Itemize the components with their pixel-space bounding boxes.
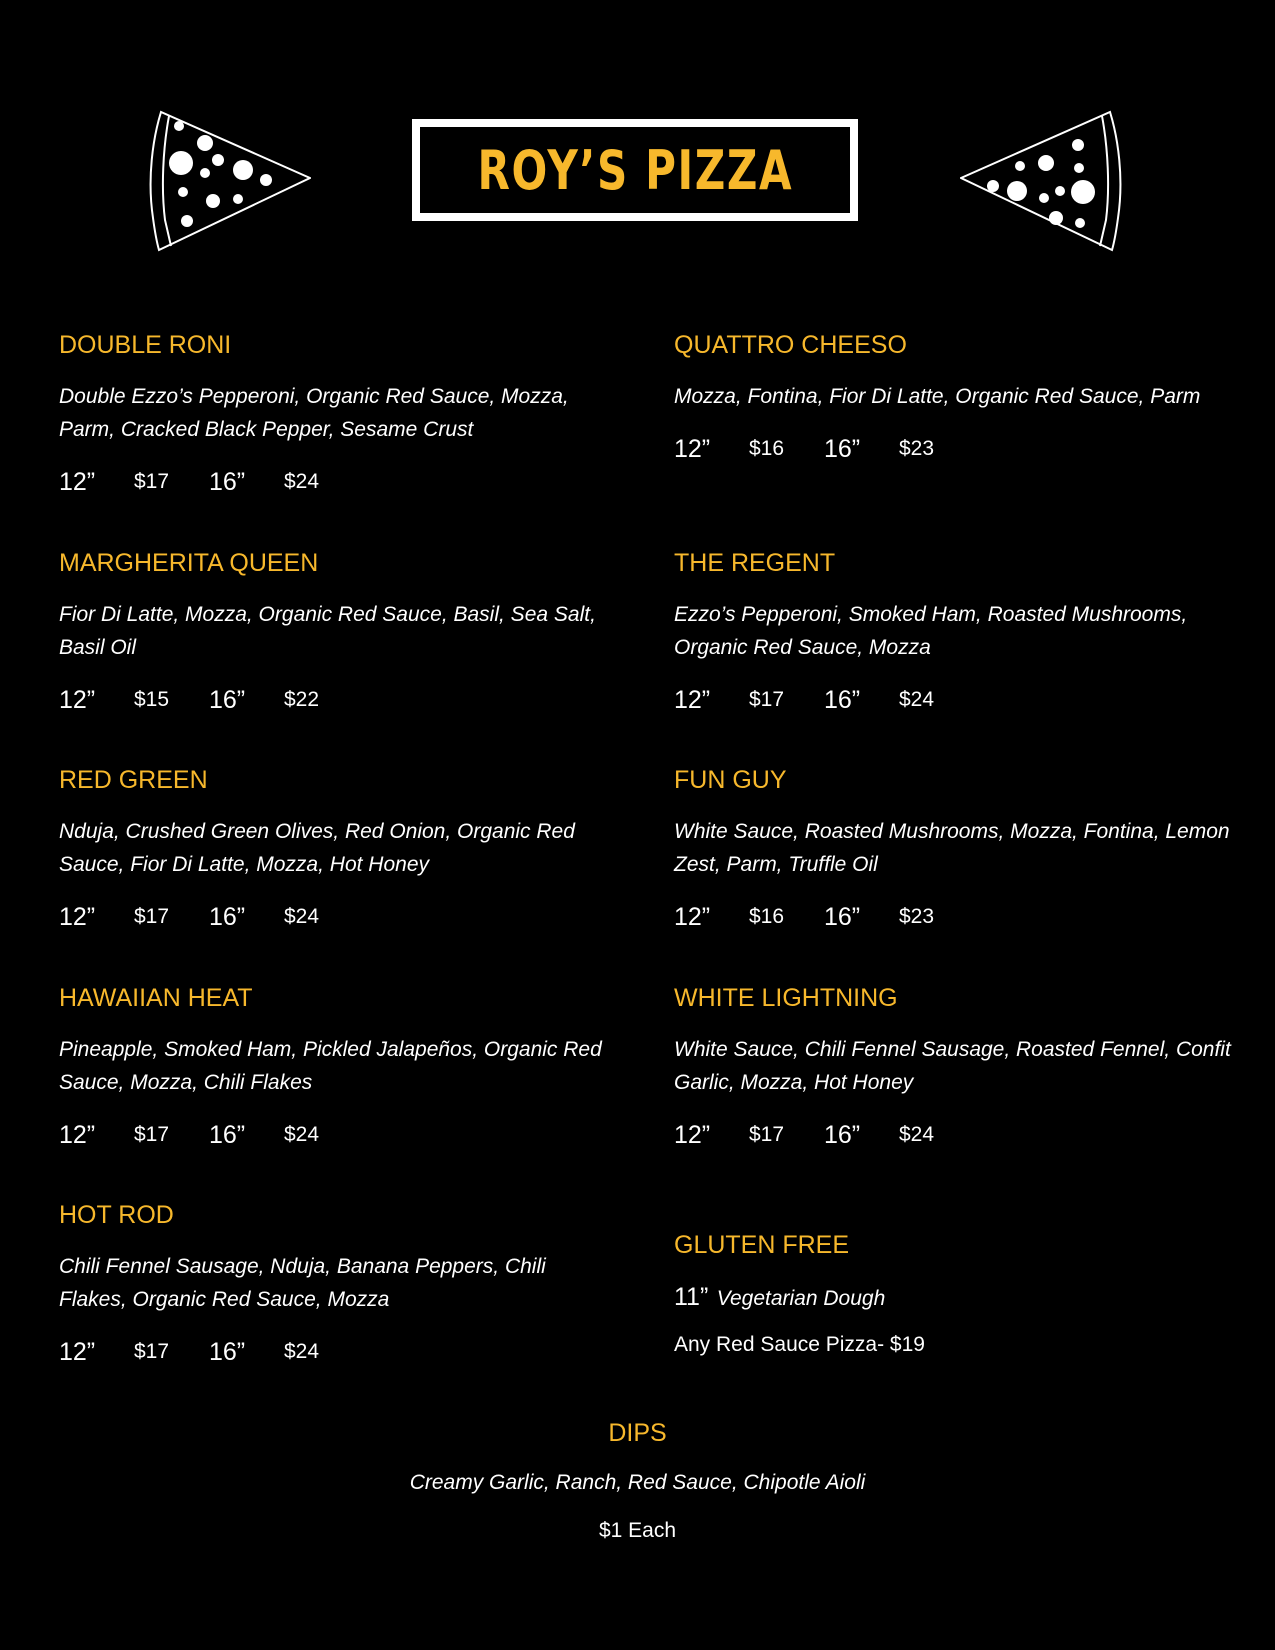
menu-item-fun-guy (674, 765, 1234, 933)
gluten-free-note: Any Red Sauce Pizza- $19 (674, 1333, 925, 1356)
price-row (674, 433, 1234, 465)
size-small: 12” (674, 903, 711, 931)
dips-price: $1 Each (598, 1519, 677, 1542)
size-large: 16” (824, 435, 861, 463)
item-name: RED GREEN (59, 766, 208, 794)
size-large: 16” (824, 1121, 861, 1149)
size-small: 12” (59, 1121, 96, 1149)
menu-item-red-green (59, 765, 619, 933)
item-description: Nduja, Crushed Green Olives, Red Onion, Organic Red Sauce, Fior Di Latte, Mozza, Hot Honey (59, 820, 575, 876)
menu-item-white-lightning (674, 983, 1234, 1151)
size-large: 16” (209, 1121, 246, 1149)
pizza-slice-icon (960, 108, 1126, 258)
price-large: $24 (284, 1340, 320, 1363)
item-name: WHITE LIGHTNING (674, 984, 898, 1012)
menu-item-double-roni (59, 330, 619, 498)
price-row (59, 1336, 619, 1368)
price-small: $17 (749, 1123, 785, 1146)
size-small: 12” (59, 686, 96, 714)
price-large: $24 (899, 1123, 935, 1146)
size-small: 12” (674, 1121, 711, 1149)
item-name: FUN GUY (674, 766, 787, 794)
price-row (59, 684, 619, 716)
menu-header (0, 0, 1275, 280)
item-description: Pineapple, Smoked Ham, Pickled Jalapeños, Organic Red Sauce, Mozza, Chili Flakes (59, 1038, 602, 1094)
menu-item-quattro-cheeso (674, 330, 1234, 465)
size-large: 16” (209, 686, 246, 714)
gluten-free-dough (674, 1280, 1234, 1314)
dips-title: DIPS (608, 1419, 667, 1447)
item-name: GLUTEN FREE (674, 1231, 850, 1259)
price-small: $17 (749, 688, 785, 711)
price-row (674, 684, 1234, 716)
size-large: 16” (209, 1338, 246, 1366)
size-small: 12” (674, 686, 711, 714)
size-large: 16” (209, 468, 246, 496)
item-description: Fior Di Latte, Mozza, Organic Red Sauce, Basil, Sea Salt, Basil Oil (59, 603, 596, 659)
item-description: Chili Fennel Sausage, Nduja, Banana Peppers, Chili Flakes, Organic Red Sauce, Mozza (59, 1255, 546, 1311)
item-name: THE REGENT (674, 549, 836, 577)
pizza-slice-icon (145, 108, 311, 258)
price-large: $24 (284, 470, 320, 493)
price-large: $24 (284, 905, 320, 928)
menu-item-gluten-free (674, 1230, 1234, 1360)
price-small: $15 (134, 688, 170, 711)
price-large: $24 (899, 688, 935, 711)
size-small: 12” (674, 435, 711, 463)
item-name: HAWAIIAN HEAT (59, 984, 253, 1012)
price-large: $23 (899, 437, 935, 460)
price-small: $17 (134, 1340, 170, 1363)
dips-section (0, 1418, 1275, 1546)
menu-item-the-regent (674, 548, 1234, 716)
price-row (59, 901, 619, 933)
item-description: Ezzo’s Pepperoni, Smoked Ham, Roasted Mushrooms, Organic Red Sauce, Mozza (674, 603, 1188, 659)
price-large: $23 (899, 905, 935, 928)
gluten-free-size: 11” (674, 1283, 709, 1311)
price-large: $22 (284, 688, 320, 711)
size-small: 12” (59, 903, 96, 931)
item-description: White Sauce, Chili Fennel Sausage, Roasted Fennel, Confit Garlic, Mozza, Hot Honey (674, 1038, 1231, 1094)
item-name: QUATTRO CHEESO (674, 331, 907, 359)
size-large: 16” (824, 686, 861, 714)
item-description: Mozza, Fontina, Fior Di Latte, Organic Red Sauce, Parm (674, 385, 1201, 408)
price-row (674, 1119, 1234, 1151)
page-title: ROY’S PIZZA (477, 138, 793, 202)
size-large: 16” (824, 903, 861, 931)
dips-description: Creamy Garlic, Ranch, Red Sauce, Chipotle Aioli (409, 1471, 866, 1494)
size-small: 12” (59, 1338, 96, 1366)
price-small: $17 (134, 470, 170, 493)
price-row (674, 901, 1234, 933)
gluten-free-dough-label: Vegetarian Dough (716, 1287, 886, 1310)
item-name: MARGHERITA QUEEN (59, 549, 319, 577)
price-row (59, 466, 619, 498)
size-large: 16” (209, 903, 246, 931)
size-small: 12” (59, 468, 96, 496)
title-box (412, 119, 858, 221)
item-description: Double Ezzo’s Pepperoni, Organic Red Sauce, Mozza, Parm, Cracked Black Pepper, Sesame Crust (59, 385, 569, 441)
price-large: $24 (284, 1123, 320, 1146)
menu-item-hot-rod (59, 1200, 619, 1368)
price-small: $16 (749, 905, 785, 928)
menu-item-hawaiian-heat (59, 983, 619, 1151)
price-small: $17 (134, 905, 170, 928)
item-name: DOUBLE RONI (59, 331, 232, 359)
item-name: HOT ROD (59, 1201, 174, 1229)
item-description: White Sauce, Roasted Mushrooms, Mozza, Fontina, Lemon Zest, Parm, Truffle Oil (674, 820, 1230, 876)
menu-item-margherita-queen (59, 548, 619, 716)
price-small: $16 (749, 437, 785, 460)
price-row (59, 1119, 619, 1151)
price-small: $17 (134, 1123, 170, 1146)
